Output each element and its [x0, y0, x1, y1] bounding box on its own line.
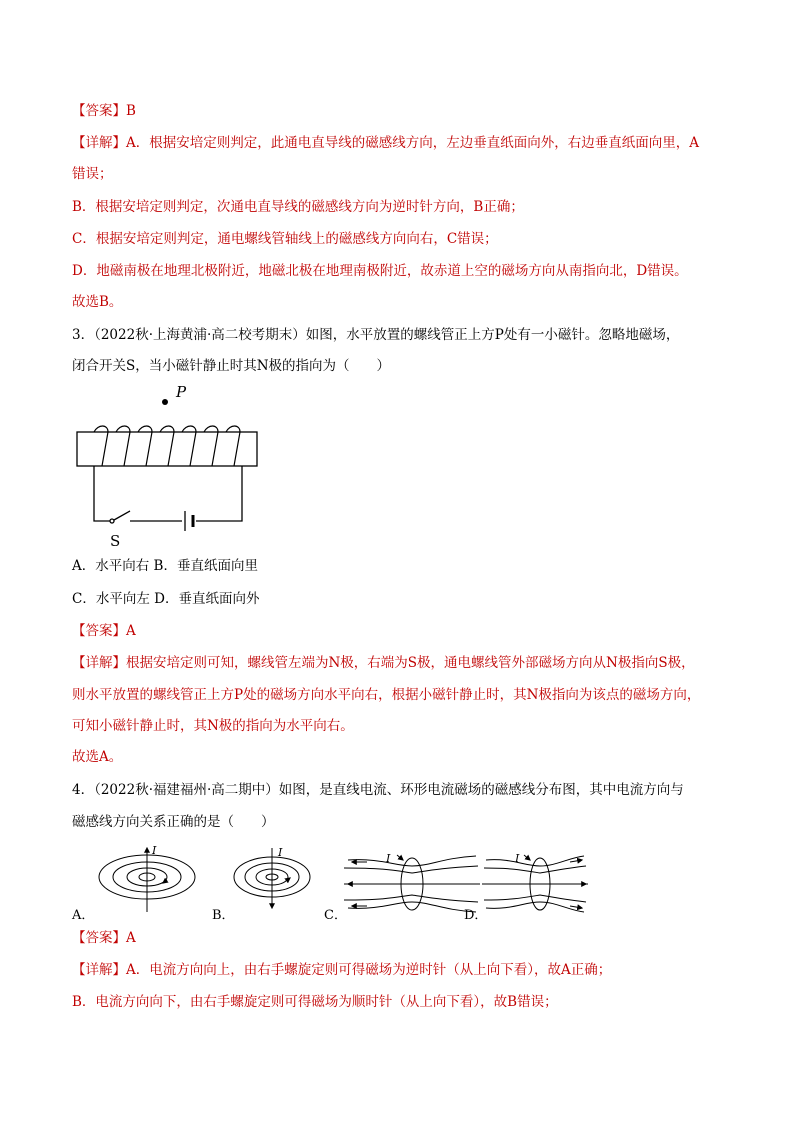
detail-line-q3-3: 可知小磁针静止时，其N极的指向为水平向右。 — [72, 718, 354, 734]
figure-b-label: B． — [212, 908, 235, 923]
detail-line-q4-1 — [72, 960, 611, 980]
figure-d-label: D． — [464, 908, 488, 923]
switch-s-label: S — [110, 532, 121, 550]
figure-b-current-label: I — [278, 846, 283, 859]
question-4-stem-1: 4．（2022秋·福建福州·高二期中）如图，是直线电流、环形电流磁场的磁感线分布图，其中电流方向与 — [72, 782, 684, 798]
answer-value: A — [126, 930, 136, 946]
answer-value: B — [126, 103, 136, 119]
figure-c-label: C． — [324, 908, 347, 923]
figure-a-straight-current — [99, 848, 195, 912]
question-4-stem-2: 磁感线方向关系正确的是（ ） — [72, 814, 275, 830]
question-3-options-1: A．水平向右 B．垂直纸面向里 — [72, 558, 258, 574]
detail-line-q3-1 — [72, 653, 695, 673]
answer-line-q3 — [72, 621, 136, 641]
conclusion-q2: 故选B。 — [72, 294, 123, 310]
detail-tag: 【详解】 — [72, 962, 126, 978]
detail-text: 根据安培定则可知，螺线管左端为N极，右端为S极，通电螺线管外部磁场方向从N极指向S极， — [126, 655, 695, 671]
answer-value: A — [126, 623, 136, 639]
battery — [185, 511, 193, 531]
detail-line-q2-2: 错误； — [72, 166, 113, 182]
detail-line-q2-4: C．根据安培定则判定，通电螺线管轴线上的磁感线方向向右，C错误； — [72, 231, 498, 247]
figure-b-straight-current — [234, 848, 310, 908]
solenoid-circuit-figure — [72, 380, 272, 550]
answer-tag: 【答案】 — [72, 103, 126, 119]
answer-line-q4 — [72, 928, 136, 948]
solenoid-tube — [77, 432, 257, 466]
detail-line-q2-5: D．地磁南极在地理北极附近，地磁北极在地理南极附近，故赤道上空的磁场方向从南指向北，D错误。 — [72, 263, 688, 279]
figure-a-label: A． — [72, 908, 95, 923]
figure-c-current-label: I — [386, 852, 391, 865]
figure-a-current-label: I — [152, 844, 157, 857]
switch-s — [110, 511, 130, 523]
question-3-options-2: C．水平向左 D．垂直纸面向外 — [72, 591, 260, 607]
answer-line-q2 — [72, 101, 136, 121]
answer-tag: 【答案】 — [72, 930, 126, 946]
conclusion-q3: 故选A。 — [72, 749, 123, 765]
figure-c-ring-current — [344, 855, 480, 912]
figure-d-ring-current — [482, 855, 588, 912]
point-p-label: P — [176, 383, 187, 401]
circuit-wires — [94, 466, 242, 521]
figure-d-current-label: I — [515, 852, 520, 865]
detail-tag: 【详解】 — [72, 135, 126, 151]
detail-line-q2-3: B．根据安培定则判定，次通电直导线的磁感线方向为逆时针方向，B正确； — [72, 199, 524, 215]
detail-line-q4-2: B．电流方向向下，由右手螺旋定则可得磁场为顺时针（从上向下看），故B错误； — [72, 994, 558, 1010]
detail-line-q3-2: 则水平放置的螺线管正上方P处的磁场方向水平向右，根据小磁针静止时，其N极指向为该点的磁场方向， — [72, 687, 701, 703]
detail-line-q2-1 — [72, 133, 699, 153]
detail-tag: 【详解】 — [72, 655, 126, 671]
question-3-stem-1: 3．（2022秋·上海黄浦·高二校考期末）如图，水平放置的螺线管正上方P处有一小磁针。忽略地磁场， — [72, 327, 680, 343]
answer-tag: 【答案】 — [72, 623, 126, 639]
detail-text: A．根据安培定则判定，此通电直导线的磁感线方向，左边垂直纸面向外，右边垂直纸面向里，A — [126, 135, 699, 151]
question-3-stem-2: 闭合开关S，当小磁针静止时其N极的指向为（ ） — [72, 358, 391, 374]
detail-text: A．电流方向向上，由右手螺旋定则可得磁场为逆时针（从上向下看），故A正确； — [126, 962, 612, 978]
compass-point-p — [162, 399, 168, 405]
